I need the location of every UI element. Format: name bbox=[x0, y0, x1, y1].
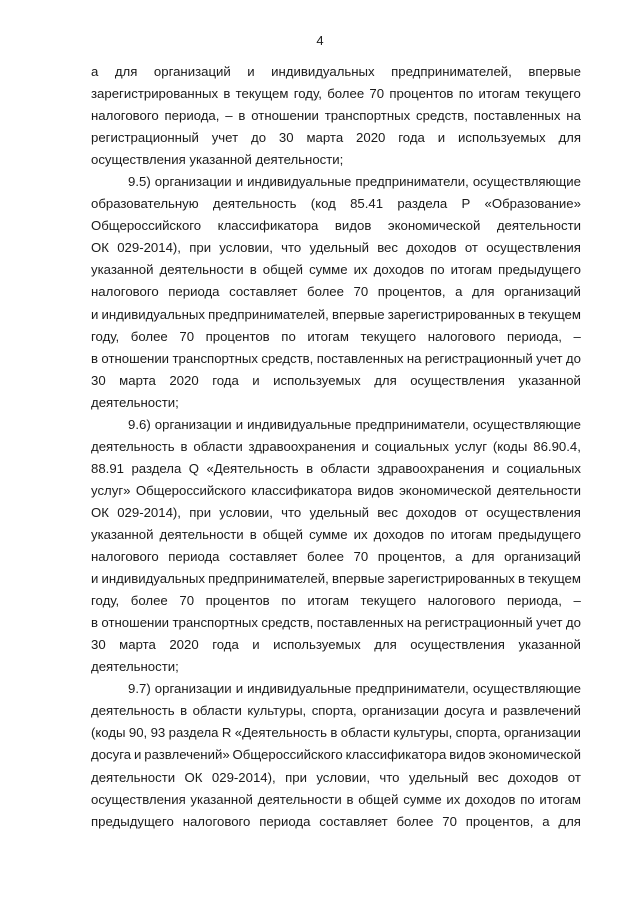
text-line: указанной деятельности в общей сумме их доходов по итогам предыдущего bbox=[91, 262, 581, 278]
text-line: деятельности ОК 029-2014), при условии, что удельный вес доходов от bbox=[91, 769, 581, 785]
text-line: регистрационный учет до 30 марта 2020 года и используемых для bbox=[91, 130, 581, 146]
document-body bbox=[91, 61, 581, 833]
text-line: предыдущего налогового периода составляет более 70 процентов, а для bbox=[91, 813, 581, 829]
text-line: зарегистрированных в текущем году, более 70 процентов по итогам текущего bbox=[91, 86, 581, 102]
text-line: и индивидуальных предпринимателей, впервые зарегистрированных в текущем bbox=[91, 571, 581, 587]
text-line: в отношении транспортных средств, поставленных на регистрационный учет до bbox=[91, 615, 581, 631]
text-line: налогового периода, – в отношении транспортных средств, поставленных на bbox=[91, 108, 581, 124]
text-line: 30 марта 2020 года и используемых для осуществления указанной bbox=[91, 637, 581, 653]
text-line: году, более 70 процентов по итогам текущего налогового периода, – bbox=[91, 593, 581, 609]
text-line: 30 марта 2020 года и используемых для осуществления указанной bbox=[91, 372, 581, 388]
paragraph bbox=[91, 171, 581, 414]
text-line: и индивидуальных предпринимателей, впервые зарегистрированных в текущем bbox=[91, 306, 581, 322]
text-line: 9.6) организации и индивидуальные предприниматели, осуществляющие bbox=[128, 416, 581, 432]
text-line: 9.7) организации и индивидуальные предприниматели, осуществляющие bbox=[128, 681, 581, 697]
paragraph bbox=[91, 678, 581, 832]
text-line: услуг» Общероссийского классификатора видов экономической деятельности bbox=[91, 482, 581, 498]
paragraph bbox=[91, 61, 581, 171]
text-line: деятельность в области культуры, спорта, организации досуга и развлечений bbox=[91, 703, 581, 719]
text-line: налогового периода составляет более 70 процентов, а для организаций bbox=[91, 284, 581, 300]
text-line: в отношении транспортных средств, поставленных на регистрационный учет до bbox=[91, 350, 581, 366]
text-line: указанной деятельности в общей сумме их доходов по итогам предыдущего bbox=[91, 526, 581, 542]
text-line: а для организаций и индивидуальных предпринимателей, впервые bbox=[91, 64, 581, 79]
text-line: 88.91 раздела Q «Деятельность в области здравоохранения и социальных bbox=[91, 460, 581, 476]
text-line: налогового периода составляет более 70 процентов, а для организаций bbox=[91, 549, 581, 565]
text-line: осуществления указанной деятельности в общей сумме их доходов по итогам bbox=[91, 791, 581, 807]
text-line: осуществления указанной деятельности; bbox=[91, 152, 344, 168]
text-line: (коды 90, 93 раздела R «Деятельность в области культуры, спорта, организации bbox=[91, 725, 581, 741]
text-line: 9.5) организации и индивидуальные предприниматели, осуществляющие bbox=[128, 174, 581, 190]
text-line: досуга и развлечений» Общероссийского классификатора видов экономической bbox=[91, 747, 581, 763]
text-line: образовательную деятельность (код 85.41 раздела P «Образование» bbox=[91, 196, 581, 212]
text-line: ОК 029-2014), при условии, что удельный вес доходов от осуществления bbox=[91, 240, 581, 256]
text-line: ОК 029-2014), при условии, что удельный вес доходов от осуществления bbox=[91, 504, 581, 520]
paragraph bbox=[91, 414, 581, 679]
text-line: Общероссийского классификатора видов экономической деятельности bbox=[91, 218, 581, 234]
page-number: 4 bbox=[316, 33, 324, 48]
text-line: году, более 70 процентов по итогам текущего налогового периода, – bbox=[91, 328, 581, 344]
text-line: деятельность в области здравоохранения и социальных услуг (коды 86.90.4, bbox=[91, 438, 581, 454]
text-line: деятельности; bbox=[91, 394, 179, 410]
text-line: деятельности; bbox=[91, 659, 179, 675]
